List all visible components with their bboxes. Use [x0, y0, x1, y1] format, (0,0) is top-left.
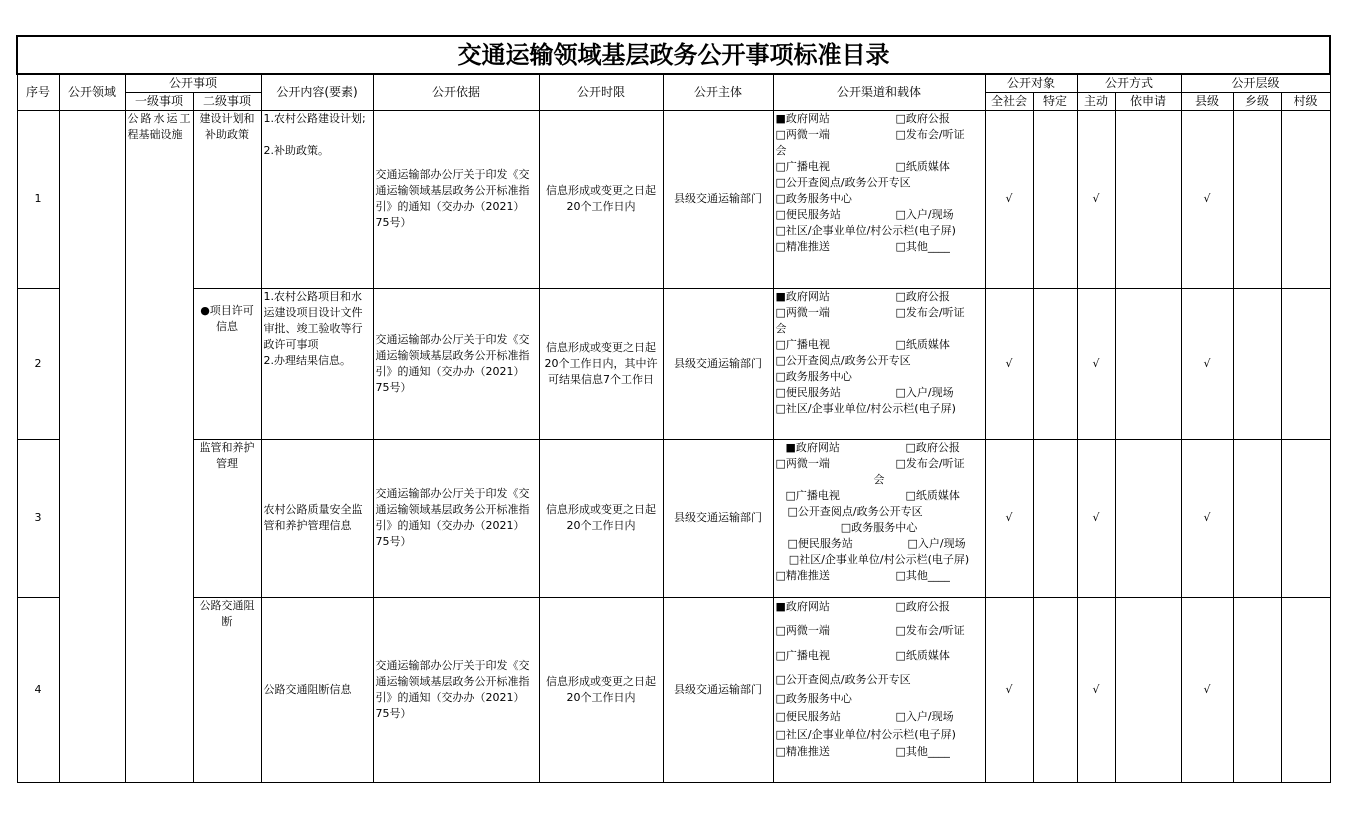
l2-item: ●项目许可信息	[193, 288, 261, 439]
check-target-all: √	[985, 597, 1033, 782]
time-limit-cell: 信息形成或变更之日起20个工作日内	[539, 439, 663, 597]
catalog-table	[16, 35, 1331, 783]
channel-press: □发布会/听证	[895, 456, 965, 470]
channel-gov-site: ■政府网站	[775, 111, 830, 125]
table-row	[17, 439, 1330, 597]
channel-convenience: □便民服务站	[775, 710, 841, 723]
domain-cell	[59, 110, 125, 782]
check-mode-active: √	[1077, 288, 1115, 439]
row-seq: 1	[17, 110, 59, 288]
row-seq: 2	[17, 288, 59, 439]
header-time-limit: 公开时限	[539, 74, 663, 110]
check-level-village	[1281, 288, 1330, 439]
header-basis: 公开依据	[373, 74, 539, 110]
time-limit-cell: 信息形成或变更之日起20个工作日内	[539, 110, 663, 288]
channel-service: □政务服务中心	[775, 691, 852, 705]
channel-list	[773, 288, 985, 439]
channel-press: □发布会/听证	[895, 624, 965, 637]
row-seq: 4	[17, 597, 59, 782]
channel-onsite: □入户/现场	[895, 385, 954, 399]
channel-convenience: □便民服务站	[775, 385, 841, 399]
channel-gov-site: ■政府网站	[785, 440, 840, 454]
header-target-specific: 特定	[1033, 92, 1077, 110]
channel-two-one: □两微一端	[775, 305, 830, 319]
channel-reading: □公开查阅点/政务公开专区	[787, 504, 923, 518]
header-level: 公开层级	[1181, 74, 1330, 92]
header-channel: 公开渠道和载体	[773, 74, 985, 110]
check-level-county: √	[1181, 439, 1233, 597]
channel-broadcast: □广播电视	[775, 337, 830, 351]
table-row	[17, 288, 1330, 439]
check-level-town	[1233, 288, 1281, 439]
basis-cell: 交通运输部办公厅关于印发《交通运输领域基层政务公开标准指引》的通知（交办办（2021）75号）	[373, 288, 539, 439]
channel-service: □政务服务中心	[775, 369, 852, 383]
l2-item: 公路交通阻断	[193, 597, 261, 782]
channel-broadcast: □广播电视	[785, 488, 840, 502]
check-level-village	[1281, 597, 1330, 782]
channel-service: □政务服务中心	[840, 520, 918, 534]
check-level-town	[1233, 439, 1281, 597]
table-row	[17, 110, 1330, 288]
header-level-town: 乡级	[1233, 92, 1281, 110]
check-mode-active: √	[1077, 597, 1115, 782]
basis-cell: 交通运输部办公厅关于印发《交通运输领域基层政务公开标准指引》的通知（交办办（2021）75号）	[373, 110, 539, 288]
channel-print: □纸质媒体	[895, 337, 950, 351]
check-mode-request	[1115, 439, 1181, 597]
channel-press-tail: 会	[873, 472, 885, 486]
header-domain: 公开领域	[59, 74, 125, 110]
header-level-county: 县级	[1181, 92, 1233, 110]
channel-reading: □公开查阅点/政务公开专区	[775, 673, 911, 686]
subject-cell: 县级交通运输部门	[663, 288, 773, 439]
check-target-all: √	[985, 439, 1033, 597]
table-row	[17, 597, 1330, 782]
subject-cell: 县级交通运输部门	[663, 597, 773, 782]
channel-community: □社区/企事业单位/村公示栏(电子屏)	[775, 401, 956, 415]
content-cell: 公路交通阻断信息	[261, 597, 373, 782]
channel-print: □纸质媒体	[905, 488, 960, 502]
channel-convenience: □便民服务站	[775, 207, 841, 221]
channel-other: □其他____	[895, 568, 950, 582]
channel-gov-site: ■政府网站	[775, 599, 830, 613]
header-mode-request: 依申请	[1115, 92, 1181, 110]
channel-reading: □公开查阅点/政务公开专区	[775, 175, 911, 189]
check-level-county: √	[1181, 110, 1233, 288]
row-seq: 3	[17, 439, 59, 597]
catalog-sheet	[16, 35, 1329, 783]
channel-gov-site: ■政府网站	[775, 289, 830, 303]
check-level-county: √	[1181, 288, 1233, 439]
content-cell: 1.农村公路建设计划; 2.补助政策。	[261, 110, 373, 288]
check-target-specific	[1033, 110, 1077, 288]
channel-onsite: □入户/现场	[907, 536, 966, 550]
time-limit-cell: 信息形成或变更之日起20个工作日内	[539, 597, 663, 782]
check-target-all: √	[985, 288, 1033, 439]
channel-two-one: □两微一端	[775, 624, 830, 637]
header-target: 公开对象	[985, 74, 1077, 92]
content-cell: 1.农村公路项目和水运建设项目设计文件审批、竣工验收等行政许可事项 2.办理结果信息。	[261, 288, 373, 439]
content-cell: 农村公路质量安全监管和养护管理信息	[261, 439, 373, 597]
l1-item: 公路水运工程基础设施	[125, 110, 193, 782]
channel-print: □纸质媒体	[895, 159, 950, 173]
header-subject: 公开主体	[663, 74, 773, 110]
header-target-all: 全社会	[985, 92, 1033, 110]
channel-community: □社区/企事业单位/村公示栏(电子屏)	[775, 727, 956, 741]
header-item-l1: 一级事项	[125, 92, 193, 110]
subject-cell: 县级交通运输部门	[663, 439, 773, 597]
channel-broadcast: □广播电视	[775, 159, 830, 173]
channel-press-tail: 会	[775, 321, 787, 335]
check-level-town	[1233, 597, 1281, 782]
channel-print: □纸质媒体	[895, 648, 950, 662]
channel-broadcast: □广播电视	[775, 648, 830, 662]
channel-press: □发布会/听证	[895, 305, 965, 319]
header-mode: 公开方式	[1077, 74, 1181, 92]
header-content: 公开内容(要素)	[261, 74, 373, 110]
channel-community: □社区/企事业单位/村公示栏(电子屏)	[775, 223, 956, 237]
check-target-all: √	[985, 110, 1033, 288]
channel-convenience: □便民服务站	[787, 536, 853, 550]
channel-gov-gazette: □政府公报	[895, 111, 950, 125]
check-mode-request	[1115, 110, 1181, 288]
subject-cell: 县级交通运输部门	[663, 110, 773, 288]
channel-list	[773, 439, 985, 597]
check-target-specific	[1033, 439, 1077, 597]
header-seq: 序号	[17, 74, 59, 110]
channel-list	[773, 597, 985, 782]
channel-precise: □精准推送	[775, 568, 830, 582]
channel-precise: □精准推送	[775, 744, 830, 758]
channel-community: □社区/企事业单位/村公示栏(电子屏)	[788, 552, 970, 566]
channel-press: □发布会/听证	[895, 127, 965, 141]
header-item-l2: 二级事项	[193, 92, 261, 110]
check-level-village	[1281, 110, 1330, 288]
channel-precise: □精准推送	[775, 239, 830, 253]
channel-onsite: □入户/现场	[895, 710, 954, 723]
channel-gov-gazette: □政府公报	[905, 440, 960, 454]
channel-onsite: □入户/现场	[895, 207, 954, 221]
channel-other: □其他____	[895, 239, 950, 253]
check-mode-active: √	[1077, 439, 1115, 597]
channel-service: □政务服务中心	[775, 191, 852, 205]
check-target-specific	[1033, 597, 1077, 782]
header-level-village: 村级	[1281, 92, 1330, 110]
basis-cell: 交通运输部办公厅关于印发《交通运输领域基层政务公开标准指引》的通知（交办办（2021）75号）	[373, 439, 539, 597]
page-title: 交通运输领域基层政务公开事项标准目录	[17, 36, 1330, 74]
channel-list	[773, 110, 985, 288]
channel-gov-gazette: □政府公报	[895, 599, 950, 613]
check-mode-request	[1115, 597, 1181, 782]
header-mode-active: 主动	[1077, 92, 1115, 110]
channel-other: □其他____	[895, 744, 950, 758]
check-mode-request	[1115, 288, 1181, 439]
basis-cell: 交通运输部办公厅关于印发《交通运输领域基层政务公开标准指引》的通知（交办办（2021）75号）	[373, 597, 539, 782]
check-target-specific	[1033, 288, 1077, 439]
channel-two-one: □两微一端	[775, 127, 830, 141]
check-level-county: √	[1181, 597, 1233, 782]
l2-item: 建设计划和补助政策	[193, 110, 261, 288]
time-limit-cell: 信息形成或变更之日起20个工作日内，其中许可结果信息7个工作日	[539, 288, 663, 439]
check-mode-active: √	[1077, 110, 1115, 288]
l2-item: 监管和养护管理	[193, 439, 261, 597]
check-level-village	[1281, 439, 1330, 597]
channel-two-one: □两微一端	[775, 456, 830, 470]
check-level-town	[1233, 110, 1281, 288]
channel-reading: □公开查阅点/政务公开专区	[775, 353, 911, 367]
channel-press-tail: 会	[775, 143, 787, 157]
channel-gov-gazette: □政府公报	[895, 289, 950, 303]
header-item: 公开事项	[125, 74, 261, 92]
